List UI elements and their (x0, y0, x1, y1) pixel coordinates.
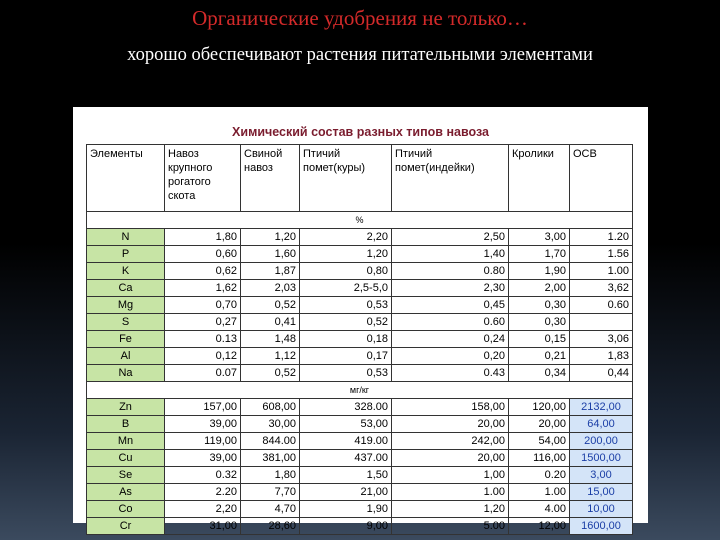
value-cell: 2,20 (300, 229, 392, 246)
table-row (87, 348, 633, 365)
value-cell: 1,83 (570, 348, 633, 365)
value-cell: 1,20 (241, 229, 300, 246)
slide-title: Органические удобрения не только… (192, 6, 528, 30)
element-cell: Se (87, 467, 165, 484)
value-cell: 0,52 (241, 297, 300, 314)
table-row (87, 399, 633, 416)
table-row (87, 501, 633, 518)
value-cell: 0,52 (300, 314, 392, 331)
element-cell: As (87, 484, 165, 501)
value-cell: 20,00 (509, 416, 570, 433)
value-cell: 0,27 (165, 314, 241, 331)
element-cell: S (87, 314, 165, 331)
value-cell: 30,00 (241, 416, 300, 433)
column-header: Кролики (509, 145, 570, 212)
value-cell: 1.56 (570, 246, 633, 263)
value-cell: 0,21 (509, 348, 570, 365)
value-cell: 20,00 (392, 450, 509, 467)
value-cell: 2,50 (392, 229, 509, 246)
value-cell: 844.00 (241, 433, 300, 450)
value-cell: 0,41 (241, 314, 300, 331)
value-cell: 2.20 (165, 484, 241, 501)
value-cell: 4,70 (241, 501, 300, 518)
element-cell: Zn (87, 399, 165, 416)
value-cell: 2,5-5,0 (300, 280, 392, 297)
value-cell: 12,00 (509, 518, 570, 535)
value-cell: 0.60 (570, 297, 633, 314)
value-cell: 1,62 (165, 280, 241, 297)
value-cell: 28,60 (241, 518, 300, 535)
value-cell: 0.20 (509, 467, 570, 484)
value-cell: 0,34 (509, 365, 570, 382)
table-header-row (87, 145, 633, 212)
value-cell: 64,00 (570, 416, 633, 433)
value-cell: 1,87 (241, 263, 300, 280)
value-cell: 31,00 (165, 518, 241, 535)
value-cell: 0.07 (165, 365, 241, 382)
value-cell: 1,48 (241, 331, 300, 348)
value-cell: 0.13 (165, 331, 241, 348)
value-cell: 0,80 (300, 263, 392, 280)
table-row (87, 246, 633, 263)
column-header: ОСВ (570, 145, 633, 212)
value-cell: 381,00 (241, 450, 300, 467)
value-cell: 1,70 (509, 246, 570, 263)
value-cell: 200,00 (570, 433, 633, 450)
table-row (87, 433, 633, 450)
value-cell: 328.00 (300, 399, 392, 416)
element-cell: Cu (87, 450, 165, 467)
value-cell: 9,00 (300, 518, 392, 535)
value-cell: 1,20 (300, 246, 392, 263)
value-cell: 437.00 (300, 450, 392, 467)
value-cell: 0,62 (165, 263, 241, 280)
value-cell: 1,00 (392, 467, 509, 484)
value-cell: 3,00 (509, 229, 570, 246)
value-cell: 2,30 (392, 280, 509, 297)
value-cell: 1,20 (392, 501, 509, 518)
value-cell: 1.20 (570, 229, 633, 246)
element-cell: Fe (87, 331, 165, 348)
table-row (87, 280, 633, 297)
value-cell: 0,60 (165, 246, 241, 263)
table-row (87, 229, 633, 246)
value-cell: 10,00 (570, 501, 633, 518)
value-cell: 1.00 (509, 484, 570, 501)
value-cell: 1,12 (241, 348, 300, 365)
value-cell: 2,00 (509, 280, 570, 297)
element-cell: Mg (87, 297, 165, 314)
value-cell: 2,03 (241, 280, 300, 297)
value-cell: 1.00 (570, 263, 633, 280)
value-cell: 0,30 (509, 314, 570, 331)
table-row (87, 314, 633, 331)
value-cell: 3,62 (570, 280, 633, 297)
value-cell: 0,12 (165, 348, 241, 365)
unit-row (87, 212, 633, 229)
value-cell: 1,40 (392, 246, 509, 263)
element-cell: Al (87, 348, 165, 365)
value-cell: 1500,00 (570, 450, 633, 467)
unit-label: мг/кг (87, 382, 633, 399)
element-cell: Ca (87, 280, 165, 297)
value-cell: 0,70 (165, 297, 241, 314)
value-cell: 5.00 (392, 518, 509, 535)
value-cell: 119,00 (165, 433, 241, 450)
value-cell: 54,00 (509, 433, 570, 450)
value-cell: 0,52 (241, 365, 300, 382)
element-cell: Na (87, 365, 165, 382)
table-row (87, 297, 633, 314)
element-cell: N (87, 229, 165, 246)
table-row (87, 450, 633, 467)
value-cell: 0,45 (392, 297, 509, 314)
value-cell (570, 314, 633, 331)
table-row (87, 263, 633, 280)
value-cell: 1,50 (300, 467, 392, 484)
value-cell: 3,06 (570, 331, 633, 348)
slide-subtitle: хорошо обеспечивают растения питательными элементами (127, 45, 593, 65)
value-cell: 157,00 (165, 399, 241, 416)
value-cell: 0.60 (392, 314, 509, 331)
value-cell: 1,90 (509, 263, 570, 280)
value-cell: 0,18 (300, 331, 392, 348)
value-cell: 7,70 (241, 484, 300, 501)
value-cell: 0,44 (570, 365, 633, 382)
value-cell: 116,00 (509, 450, 570, 467)
element-cell: P (87, 246, 165, 263)
value-cell: 120,00 (509, 399, 570, 416)
column-header: Свиной навоз (241, 145, 300, 212)
value-cell: 2132,00 (570, 399, 633, 416)
value-cell: 1,90 (300, 501, 392, 518)
table-row (87, 331, 633, 348)
column-header: Навоз крупного рогатого скота (165, 145, 241, 212)
table-row (87, 484, 633, 501)
value-cell: 21,00 (300, 484, 392, 501)
value-cell: 1600,00 (570, 518, 633, 535)
value-cell: 0,53 (300, 297, 392, 314)
element-cell: B (87, 416, 165, 433)
value-cell: 39,00 (165, 450, 241, 467)
value-cell: 0,15 (509, 331, 570, 348)
element-cell: K (87, 263, 165, 280)
value-cell: 20,00 (392, 416, 509, 433)
value-cell: 1,80 (165, 229, 241, 246)
unit-row (87, 382, 633, 399)
value-cell: 242,00 (392, 433, 509, 450)
column-header: Птичий помет(куры) (300, 145, 392, 212)
element-cell: Co (87, 501, 165, 518)
table-row (87, 518, 633, 535)
value-cell: 0,53 (300, 365, 392, 382)
value-cell: 1.00 (392, 484, 509, 501)
table-row (87, 365, 633, 382)
table-image-panel (73, 107, 648, 532)
value-cell: 1,60 (241, 246, 300, 263)
value-cell: 0.43 (392, 365, 509, 382)
value-cell: 0.80 (392, 263, 509, 280)
value-cell: 3,00 (570, 467, 633, 484)
element-cell: Mn (87, 433, 165, 450)
value-cell: 4.00 (509, 501, 570, 518)
value-cell: 0,30 (509, 297, 570, 314)
table-row (87, 467, 633, 484)
table-row (87, 416, 633, 433)
unit-label: % (87, 212, 633, 229)
column-header: Элементы (87, 145, 165, 212)
value-cell: 2,20 (165, 501, 241, 518)
value-cell: 158,00 (392, 399, 509, 416)
value-cell: 1,80 (241, 467, 300, 484)
value-cell: 0,20 (392, 348, 509, 365)
value-cell: 15,00 (570, 484, 633, 501)
value-cell: 53,00 (300, 416, 392, 433)
value-cell: 39,00 (165, 416, 241, 433)
value-cell: 0,17 (300, 348, 392, 365)
value-cell: 419.00 (300, 433, 392, 450)
value-cell: 0,24 (392, 331, 509, 348)
table-title: Химический состав разных типов навоза (232, 125, 489, 139)
element-cell: Cr (87, 518, 165, 535)
column-header: Птичий помет(индейки) (392, 145, 509, 212)
value-cell: 0.32 (165, 467, 241, 484)
chemical-composition-table (86, 144, 633, 535)
value-cell: 608,00 (241, 399, 300, 416)
table-body (87, 212, 633, 535)
